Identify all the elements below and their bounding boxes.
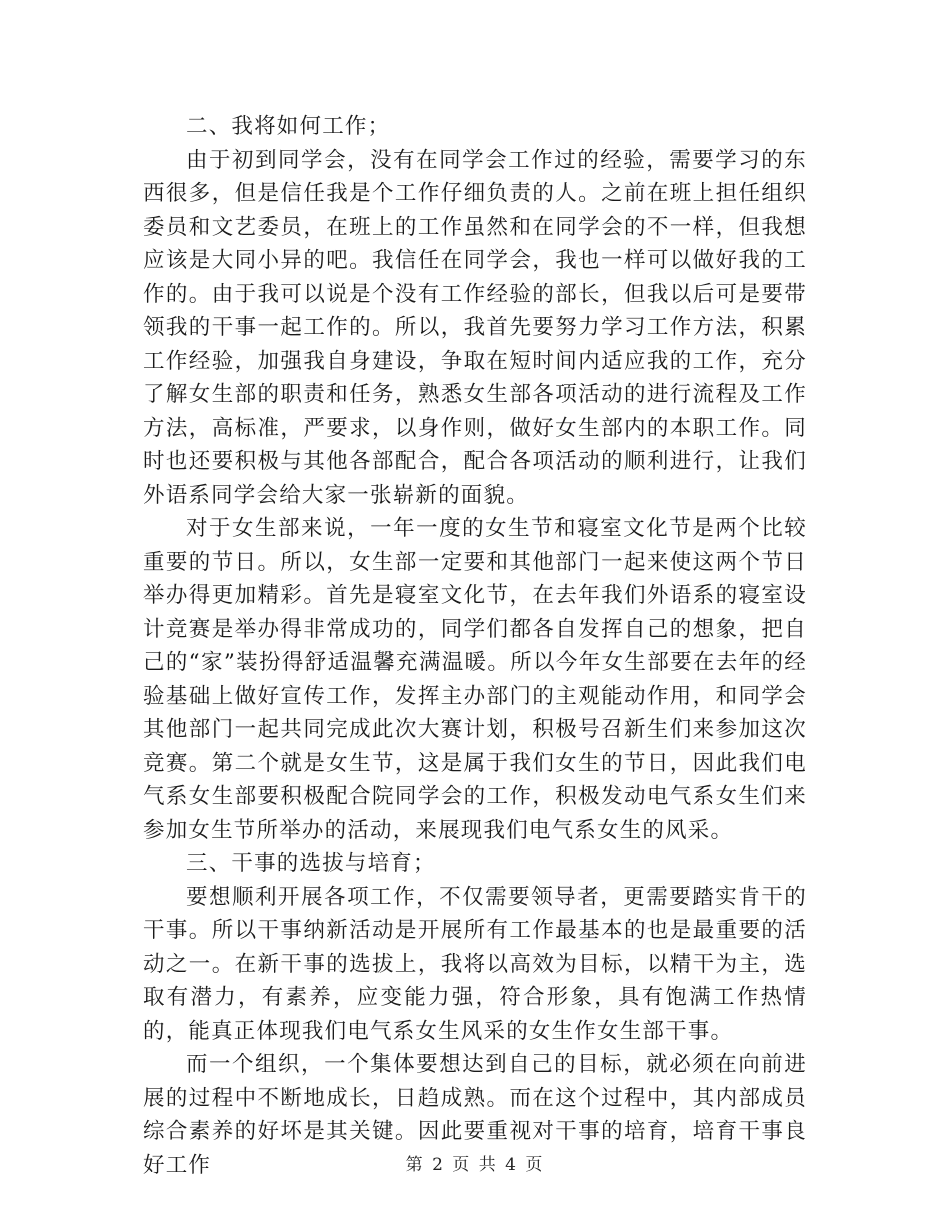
document-page	[143, 110, 807, 1182]
body-paragraph: 要想顺利开展各项工作，不仅需要领导者，更需要踏实肯干的干事。所以干事纳新活动是开展所有工作最基本的也是最重要的活动之一。在新干事的选拔上，我将以高效为目标，以精干为主，选取有潜力，有素养，应变能力强，符合形象，具有饱满工作热情的，能真正体现我们电气系女生风采的女生作女生部干事。	[143, 884, 807, 1044]
body-paragraph: 对于女生部来说，一年一度的女生节和寝室文化节是两个比较重要的节日。所以，女生部一定要和其他部门一起来使这两个节日举办得更加精彩。首先是寝室文化节，在去年我们外语系的寝室设计竞赛是举办得非常成功的，同学们都各自发挥自己的想象，把自己的“家”装扮得舒适温馨充满温暖。所以今年女生部要在去年的经验基础上做好宣传工作，发挥主办部门的主观能动作用，和同学会其他部门一起共同完成此次大赛计划，积极号召新生们来参加这次竞赛。第二个就是女生节，这是属于我们女生的节日，因此我们电气系女生部要积极配合院同学会的工作，积极发动电气系女生们来参加女生节所举办的活动，来展现我们电气系女生的风采。	[143, 516, 807, 843]
section-heading-how-to-work: 二、我将如何工作；	[186, 114, 391, 139]
page-number-footer: 第 2 页 共 4 页	[405, 1155, 545, 1175]
body-paragraph: 由于初到同学会，没有在同学会工作过的经验，需要学习的东西很多，但是信任我是个工作仔细负责的人。之前在班上担任组织委员和文艺委员，在班上的工作虽然和在同学会的不一样，但我想应该是大同小异的吧。我信任在同学会，我也一样可以做好我的工作的。由于我可以说是个没有工作经验的部长，但我以后可是要带领我的干事一起工作的。所以，我首先要努力学习工作方法，积累工作经验，加强我自身建设，争取在短时间内适应我的工作，充分了解女生部的职责和任务，熟悉女生部各项活动的进行流程及工作方法，高标准，严要求，以身作则，做好女生部内的本职工作。同时也还要积极与其他各部配合，配合各项活动的顺利进行，让我们外语系同学会给大家一张崭新的面貌。	[143, 147, 807, 508]
section-heading-staff-selection: 三、干事的选拔与培育；	[186, 851, 436, 876]
body-paragraph: 而一个组织，一个集体要想达到自己的目标，就必须在向前进展的过程中不断地成长，日趋成熟。而在这个过程中，其内部成员综合素养的好坏是其关键。因此要重视对干事的培育，培育干事良好工作	[143, 1052, 807, 1178]
